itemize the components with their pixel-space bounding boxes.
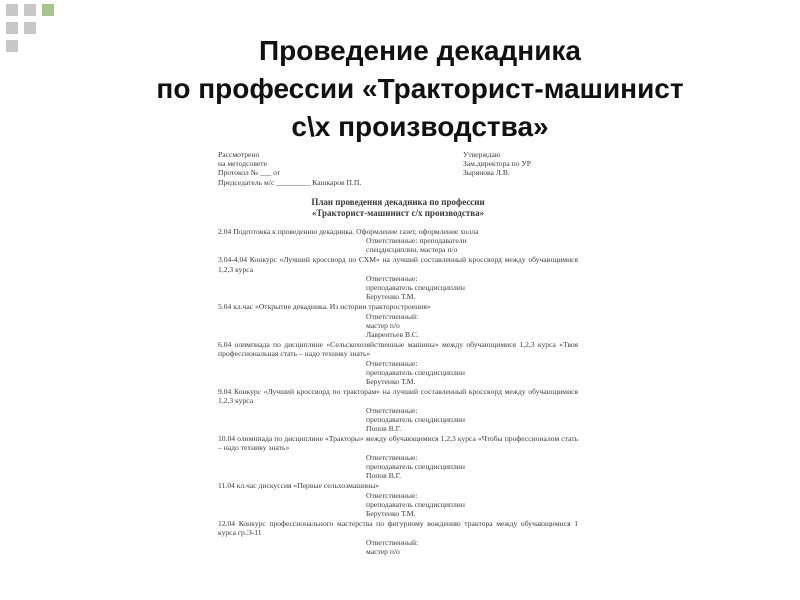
- event-responsible: Ответственные: преподаватели: [366, 236, 467, 246]
- event-responsible: Ответственные:: [366, 452, 418, 462]
- approval-right: [463, 150, 578, 187]
- header-left-line: Рассмотрено: [218, 150, 260, 159]
- event-responsible: мастер п/о: [366, 320, 400, 330]
- event-responsible: Берутенко Т.М.: [366, 508, 416, 518]
- decor-square: [24, 4, 36, 16]
- event-responsible: Ответственные:: [366, 490, 418, 500]
- plan-event: [218, 519, 578, 556]
- plan-event: [218, 481, 578, 518]
- event-responsible: Берутенко Т.М.: [366, 377, 416, 387]
- event-text: 5.04 кл.час «Открытие декадника. Из истории тракторостроения»: [218, 302, 431, 312]
- event-text: 6.04 олимпиада по дисциплине «Сельскохозяйственные машины» между обучающимися 1,2,3 курса «Твоя профессиональная стать – надо технику знать»: [218, 340, 578, 359]
- title-line-1: Проведение декадника: [259, 35, 581, 66]
- decor-square: [42, 4, 54, 16]
- document-header: [218, 150, 578, 187]
- header-left-line: Протокол № ___ от: [218, 168, 281, 178]
- decor-square: [6, 40, 18, 52]
- decor-square: [6, 4, 18, 16]
- plan-document-image: [218, 150, 578, 592]
- event-text: 3.04-4.04 Конкурс «Лучший кроссворд по СХМ» на лучший составленный кроссворд между обучающимися 1,2,3 курса: [218, 255, 578, 274]
- event-responsible: Ответственный:: [366, 311, 419, 321]
- event-text: 11.04 кл.час дискуссия «Первые сельхозмашины»: [218, 481, 380, 491]
- event-responsible: Ответственный:: [366, 537, 419, 547]
- decor-square: [6, 22, 18, 34]
- plan-title: [218, 197, 578, 219]
- header-right-line: Утверждаю: [463, 150, 501, 159]
- title-line-2: по профессии «Тракторист-машинист: [156, 73, 684, 104]
- event-responsible: преподаватель спецдисциплин: [366, 461, 465, 471]
- header-right-line: Зам.директора по УР: [463, 159, 532, 169]
- decor-square: [24, 22, 36, 34]
- event-text: 9.04 Конкурс «Лучший кроссворд по тракторам» на лучший составленный кроссворд между обучающимися 1,2,3 курса: [218, 387, 578, 406]
- event-text: 2.04 Подготовка к проведению декадника. Оформление газет, оформление холла: [218, 226, 479, 236]
- event-responsible: Лаврентьев В.С.: [366, 330, 419, 340]
- event-responsible: мастер п/о: [366, 546, 400, 556]
- event-responsible: Попов В.Г.: [366, 424, 402, 434]
- event-responsible: Берутенко Т.М.: [366, 292, 416, 302]
- plan-title-line: План проведения декадника по профессии: [311, 196, 485, 207]
- event-responsible: преподаватель спецдисциплин: [366, 367, 465, 377]
- plan-event: [218, 434, 578, 480]
- approval-left: [218, 150, 388, 187]
- plan-event: [218, 227, 578, 255]
- event-responsible: Ответственные:: [366, 405, 418, 415]
- event-responsible: преподаватель спецдисциплин: [366, 499, 465, 509]
- header-right-line: Зырянова Л.В.: [463, 168, 510, 178]
- plan-title-line: «Тракторист-машинист с/х производства»: [311, 207, 485, 218]
- event-responsible: преподаватель спецдисциплин: [366, 414, 465, 424]
- header-left-line: Председатель м/с _________ Кашкаров П.П.: [218, 177, 362, 187]
- event-responsible: спецдисциплин, мастера п/о: [366, 245, 458, 255]
- plan-event: [218, 340, 578, 386]
- plan-event: [218, 302, 578, 339]
- title-line-3: с\х производства»: [291, 111, 549, 142]
- event-responsible: Попов В.Г.: [366, 471, 402, 481]
- event-text: 12.04 Конкурс профессионального мастерства по фигурному вождению трактора между обучающимися 1 курса гр.Э-11: [218, 519, 578, 538]
- header-left-line: на методсовете: [218, 159, 267, 169]
- event-responsible: Ответственные:: [366, 358, 418, 368]
- plan-event: [218, 387, 578, 433]
- event-text: 10.04 олимпиада по дисциплине «Тракторы» между обучающимися 1,2,3 курса «Чтобы профессионалом стать – надо технику знать»: [218, 434, 578, 453]
- event-responsible: Ответственные:: [366, 273, 418, 283]
- event-list: [218, 227, 578, 556]
- plan-event: [218, 255, 578, 301]
- slide-title: [60, 32, 780, 146]
- event-responsible: преподаватель спецдисциплин: [366, 283, 465, 293]
